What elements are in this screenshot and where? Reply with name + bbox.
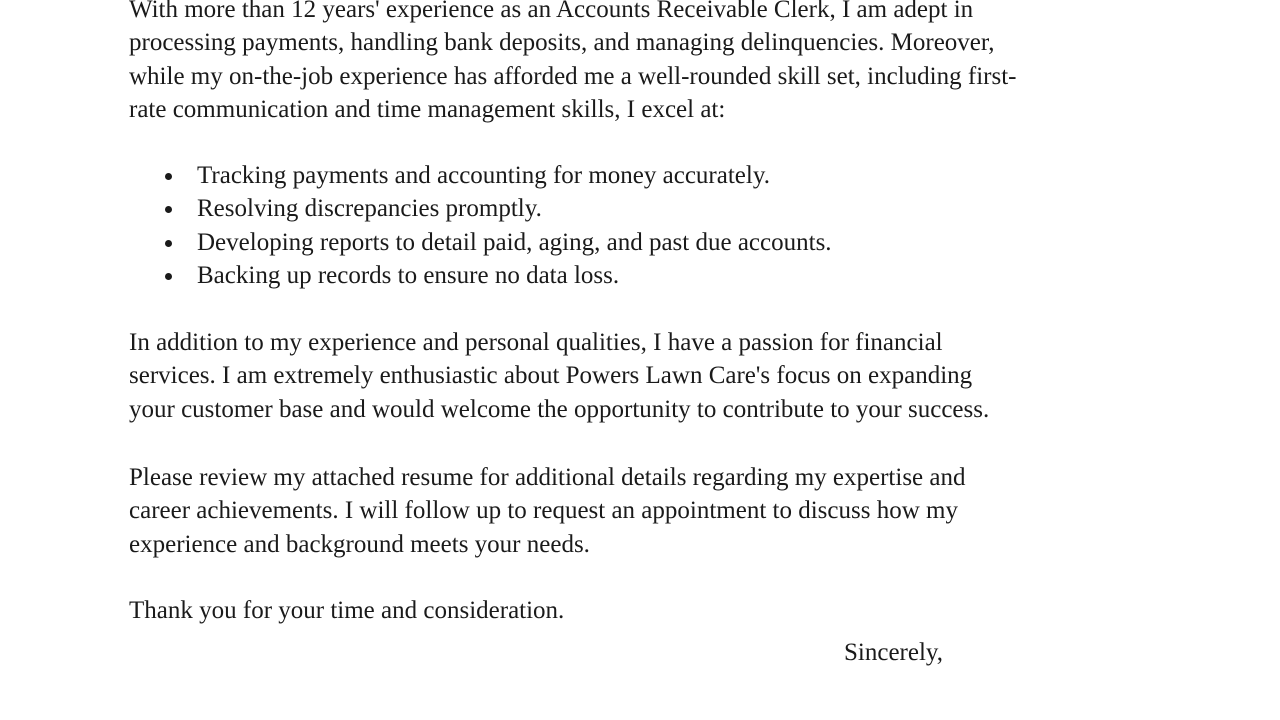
- intro-paragraph: [129, 0, 1016, 126]
- intro-line: With more than 12 years' experience as an Accounts Receivable Clerk, I am adept in: [129, 0, 974, 23]
- thanks-line: Thank you for your time and consideration.: [129, 597, 565, 624]
- thanks-paragraph: [129, 594, 564, 627]
- intro-line: while my on-the-job experience has afforded me a well-rounded skill set, including first-: [129, 62, 1017, 90]
- closing-salutation: Sincerely,: [844, 639, 944, 666]
- followup-line: Please review my attached resume for additional details regarding my expertise and: [129, 464, 966, 491]
- bullet-icon: [165, 273, 172, 280]
- bullet-icon: [165, 173, 172, 180]
- list-item: [129, 159, 832, 192]
- list-item: [129, 226, 832, 259]
- passion-line: In addition to my experience and personal qualities, I have a passion for financial: [129, 329, 943, 356]
- list-item-text: Tracking payments and accounting for money accurately.: [197, 162, 770, 189]
- followup-line: experience and background meets your needs.: [129, 530, 590, 558]
- list-item-text: Backing up records to ensure no data loss.: [197, 261, 620, 289]
- bullet-icon: [165, 206, 172, 213]
- list-item: [129, 192, 832, 225]
- followup-line: career achievements. I will follow up to request an appointment to discuss how my: [129, 497, 958, 525]
- followup-paragraph: [129, 461, 966, 561]
- passion-line: services. I am extremely enthusiastic about Powers Lawn Care's focus on expanding: [129, 362, 973, 390]
- list-item-text: Developing reports to detail paid, aging, and past due accounts.: [197, 228, 832, 256]
- skills-bullet-list: [129, 159, 832, 292]
- passion-paragraph: [129, 326, 989, 426]
- bullet-icon: [165, 240, 172, 247]
- intro-line: rate communication and time management skills, I excel at:: [129, 95, 726, 123]
- list-item-text: Resolving discrepancies promptly.: [197, 195, 542, 223]
- list-item: [129, 259, 832, 292]
- passion-line: your customer base and would welcome the opportunity to contribute to your success.: [129, 395, 990, 423]
- intro-line: processing payments, handling bank deposits, and managing delinquencies. Moreover,: [129, 29, 995, 57]
